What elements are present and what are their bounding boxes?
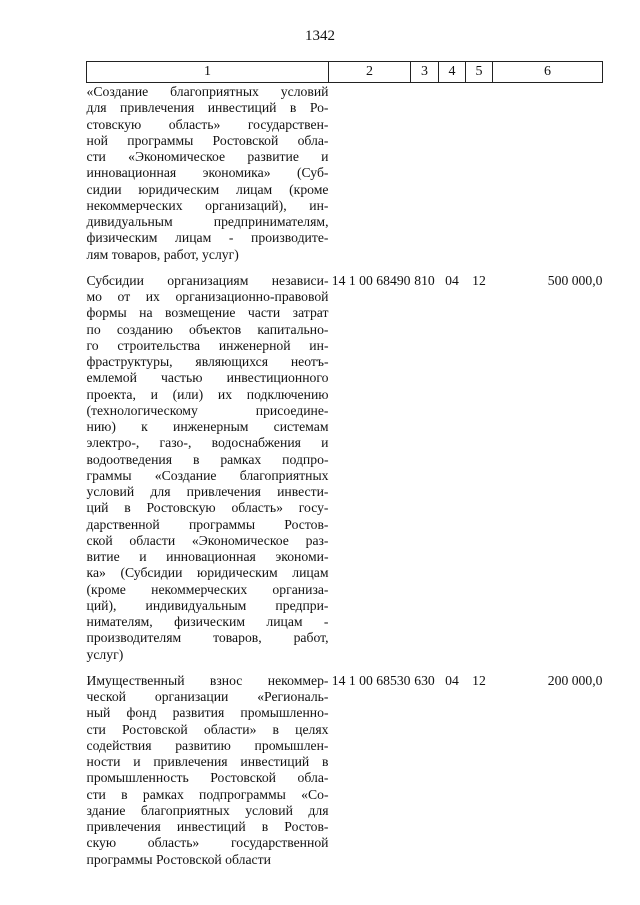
subsection-code: 12 xyxy=(472,272,486,288)
description-line: услуг) xyxy=(86,646,124,662)
description-line: сидии юридическим лицам (кроме xyxy=(86,181,329,197)
table-row xyxy=(87,263,603,663)
description-line: фраструктуры, являющихся неотъ- xyxy=(86,354,329,369)
description-line: емлемой частью инвестиционного xyxy=(86,370,329,386)
description-line: ка» (Субсидии юридическим лицам xyxy=(86,565,329,581)
section-code: 04 xyxy=(445,672,459,688)
description-line: «Создание благоприятных условий xyxy=(86,84,329,99)
description-line: (кроме некоммерческих организа- xyxy=(86,581,329,597)
description-line: привлечения инвестиций в Ростов- xyxy=(86,819,329,834)
description-line: (технологическому присоедине- xyxy=(86,402,329,418)
column-header-6: 6 xyxy=(493,62,603,83)
description-line: витие и инновационная экономи- xyxy=(86,549,329,564)
subsection-code: 12 xyxy=(472,672,486,688)
page-number: 1342 xyxy=(305,28,335,44)
description-line: содействия развитию промышлен- xyxy=(86,737,329,753)
target-article-code xyxy=(329,83,411,263)
subsection-code xyxy=(466,83,493,263)
description-line: для привлечения инвестиций в Ро- xyxy=(86,100,329,116)
table-row xyxy=(87,663,603,868)
description-line: ской области «Экономическое раз- xyxy=(86,532,329,548)
target-article-code: 14 1 00 68490 xyxy=(331,272,411,288)
description-line: ности и привлечения инвестиций в xyxy=(86,754,329,769)
description-line: ций), индивидуальным предпри- xyxy=(86,597,329,613)
expense-type-code: 810 xyxy=(414,272,435,288)
description-line: лям товаров, работ, услуг) xyxy=(86,246,239,262)
budget-table xyxy=(86,61,603,868)
item-description xyxy=(87,263,329,663)
description-line: сти в рамках подпрограммы «Со- xyxy=(86,786,329,802)
column-header-4: 4 xyxy=(439,62,466,83)
description-line: нимателям, физическим лицам - xyxy=(86,614,329,629)
description-line: ций в Ростовскую область» госу- xyxy=(86,500,329,516)
section-code xyxy=(439,83,466,263)
description-line: условий для привлечения инвести- xyxy=(86,484,329,499)
description-line: инновационная экономика» (Суб- xyxy=(86,165,329,181)
description-line: дивидуальным предпринимателям, xyxy=(86,214,329,229)
column-header-2: 2 xyxy=(329,62,411,83)
description-line: производителям товаров, работ, xyxy=(86,630,329,646)
description-line: физическим лицам - производите- xyxy=(86,230,329,246)
section-code: 04 xyxy=(445,272,459,288)
description-line: ный фонд развития промышленно- xyxy=(86,705,329,721)
table-header-row xyxy=(87,62,603,83)
item-description xyxy=(87,663,329,868)
description-line: Субсидии организациям независи- xyxy=(86,272,329,288)
description-line: граммы «Создание благоприятных xyxy=(86,467,329,483)
description-line: по созданию объектов капитально- xyxy=(86,321,329,337)
amount-value: 500 000,0 xyxy=(547,272,603,288)
description-line: нию) к инженерным системам xyxy=(86,419,329,434)
description-line: ческой организации «Региональ- xyxy=(86,689,329,704)
column-header-1: 1 xyxy=(87,62,329,83)
description-line: программы Ростовской области xyxy=(86,851,271,867)
target-article-code: 14 1 00 68530 xyxy=(331,672,411,688)
description-line: промышленность Ростовской обла- xyxy=(86,770,329,786)
description-line: формы на возмещение части затрат xyxy=(86,305,329,321)
description-line: мо от их организационно-правовой xyxy=(86,289,329,304)
item-description xyxy=(87,83,329,263)
description-line: водоотведения в рамках подпро- xyxy=(86,451,329,467)
description-line: сти Ростовской области» в целях xyxy=(86,721,329,737)
column-header-5: 5 xyxy=(466,62,493,83)
table-body xyxy=(87,83,603,868)
description-line: ной программы Ростовской обла- xyxy=(86,132,329,148)
description-line: некоммерческих организаций), ин- xyxy=(86,197,329,213)
description-line: дарственной программы Ростов- xyxy=(86,516,329,532)
description-line: Имущественный взнос некоммер- xyxy=(86,672,329,688)
description-line: сти «Экономическое развитие и xyxy=(86,149,329,164)
expense-type-code: 630 xyxy=(414,672,435,688)
expense-type-code xyxy=(411,83,439,263)
description-line: электро-, газо-, водоснабжения и xyxy=(86,435,329,451)
description-line: проекта, и (или) их подключению xyxy=(86,386,329,402)
column-header-3: 3 xyxy=(411,62,439,83)
description-line: скую область» государственной xyxy=(86,835,329,851)
description-line: здание благоприятных условий для xyxy=(86,802,329,818)
amount-value: 200 000,0 xyxy=(547,672,603,688)
table-row xyxy=(87,83,603,263)
description-line: го строительства инженерной ин- xyxy=(86,337,329,353)
amount-value xyxy=(493,83,603,263)
description-line: стовскую область» государствен- xyxy=(86,116,329,132)
